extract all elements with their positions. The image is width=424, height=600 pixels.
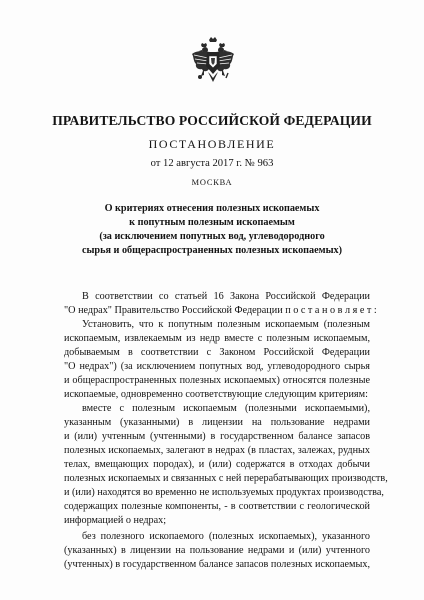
title-line: О критериях отнесения полезных ископаемых [104, 203, 320, 214]
body-line: "О недрах") (за исключением попутных вод, углеводородного сырья [64, 361, 370, 372]
body-line: полезных ископаемых, залегают в недрах (в пластах, залежах, рудных [64, 445, 370, 456]
body-line: содержащих полезные компоненты, - в соответствии с геологической [64, 501, 370, 512]
double-headed-eagle-emblem-icon [190, 36, 236, 88]
body-line: "О недрах" Правительство Российской Федерации п о с т а н о в л я е т : [64, 305, 377, 316]
body-line: указанным (указанными) в лицензии на пользование недрами [64, 417, 370, 428]
city: МОСКВА [191, 178, 233, 187]
body-line: без полезного ископаемого (полезных ископаемых), указанного [82, 531, 370, 542]
body-line: полезных ископаемых и связанных с ней перерабатывающих производств, [64, 473, 388, 484]
body-line: Установить, что к попутным полезным ископаемым (полезным [82, 319, 370, 330]
body-line: ископаемым, извлекаемым из недр вместе с полезным ископаемым, [64, 333, 370, 344]
title-line: к попутным полезным ископаемым [129, 217, 295, 228]
government-name: ПРАВИТЕЛЬСТВО РОССИЙСКОЙ ФЕДЕРАЦИИ [52, 113, 372, 128]
body-line: (указанных) в лицензии на пользование недрами и (или) учтенного [64, 545, 370, 556]
body-line: добываемым в соответствии с Законом Российской Федерации [64, 347, 370, 358]
date-and-number: от 12 августа 2017 г. № 963 [150, 158, 274, 169]
body-line: и (или) учтенным (учтенными) в государственном балансе запасов [64, 431, 370, 442]
body-line: вместе с полезным ископаемым (полезными ископаемыми), [82, 403, 370, 414]
body-line: информацией о недрах; [64, 515, 167, 526]
body-line: (учтенных) в государственном балансе запасов полезных ископаемых, [64, 559, 370, 570]
body-line: и общераспространенных полезных ископаемых) относятся полезные [64, 375, 370, 386]
body-line: В соответствии со статьей 16 Закона Российской Федерации [82, 291, 370, 302]
body-line: телах, вмещающих породах), и (или) содержатся в отходах добычи [64, 459, 370, 470]
document-type: ПОСТАНОВЛЕНИЕ [148, 137, 276, 151]
document-title [0, 202, 424, 258]
body-line: и (или) находятся во временно не используемых продуктах производства, [64, 487, 384, 498]
title-line: сырья и общераспространенных полезных ископаемых) [81, 245, 343, 256]
title-line: (за исключением попутных вод, углеводородного [99, 231, 325, 242]
body-line: ископаемые, одновременно соответствующие следующим критериям: [64, 389, 368, 400]
